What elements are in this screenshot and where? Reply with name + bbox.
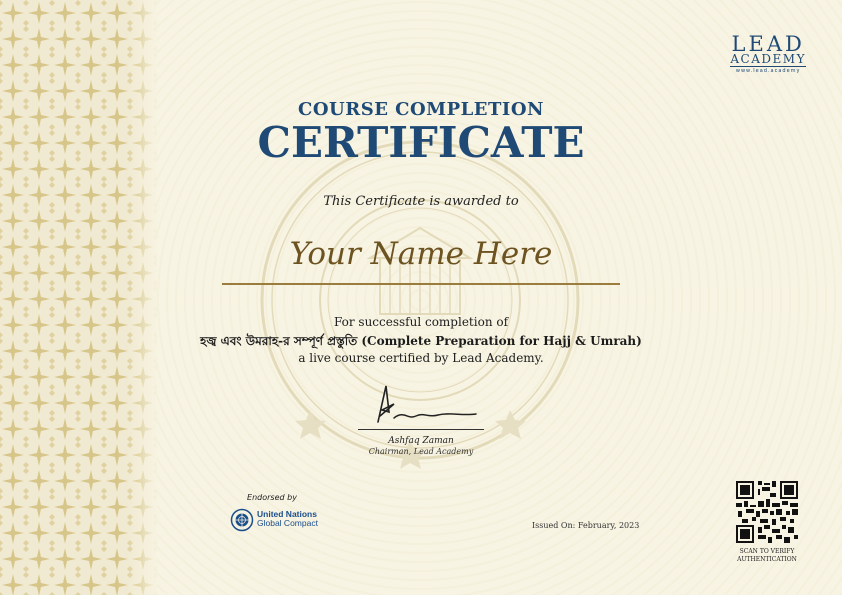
name-underline bbox=[222, 283, 620, 285]
endorsed-label: Endorsed by bbox=[247, 493, 297, 502]
endorser-subname: Global Compact bbox=[257, 518, 318, 528]
recipient-name: Your Name Here bbox=[289, 236, 553, 272]
qr-code-icon[interactable] bbox=[736, 481, 798, 543]
verify-line1: SCAN TO VERIFY bbox=[739, 548, 795, 555]
verify-caption bbox=[726, 548, 808, 564]
logo-line1: LEAD bbox=[731, 32, 805, 56]
lead-academy-logo bbox=[730, 34, 806, 75]
course-name: হজ্ব এবং উমরাহ-র সম্পূর্ণ প্রস্তুতি (Complete Preparation for Hajj & Umrah) bbox=[200, 334, 642, 348]
issue-date: Issued On: February, 2023 bbox=[532, 521, 640, 530]
certificate-subtitle: COURSE COMPLETION bbox=[298, 99, 544, 120]
certificate-title: CERTIFICATE bbox=[257, 118, 585, 167]
signature-icon bbox=[358, 382, 484, 428]
signatory-name: Ashfaq Zaman bbox=[388, 436, 454, 446]
signatory-title: Chairman, Lead Academy bbox=[368, 447, 474, 456]
award-intro: This Certificate is awarded to bbox=[323, 194, 519, 209]
un-globe-icon bbox=[230, 508, 254, 532]
logo-website: www.lead.academy bbox=[735, 68, 801, 74]
signature-line bbox=[358, 429, 484, 430]
pattern-fade bbox=[127, 0, 157, 595]
verify-line2: AUTHENTICATION bbox=[737, 556, 797, 563]
certification-text: a live course certified by Lead Academy. bbox=[298, 351, 544, 365]
logo-line2: ACADEMY bbox=[730, 52, 806, 66]
endorser-name: United Nations bbox=[257, 509, 317, 519]
decorative-pattern-band bbox=[0, 0, 157, 595]
completion-text: For successful completion of bbox=[333, 315, 509, 329]
